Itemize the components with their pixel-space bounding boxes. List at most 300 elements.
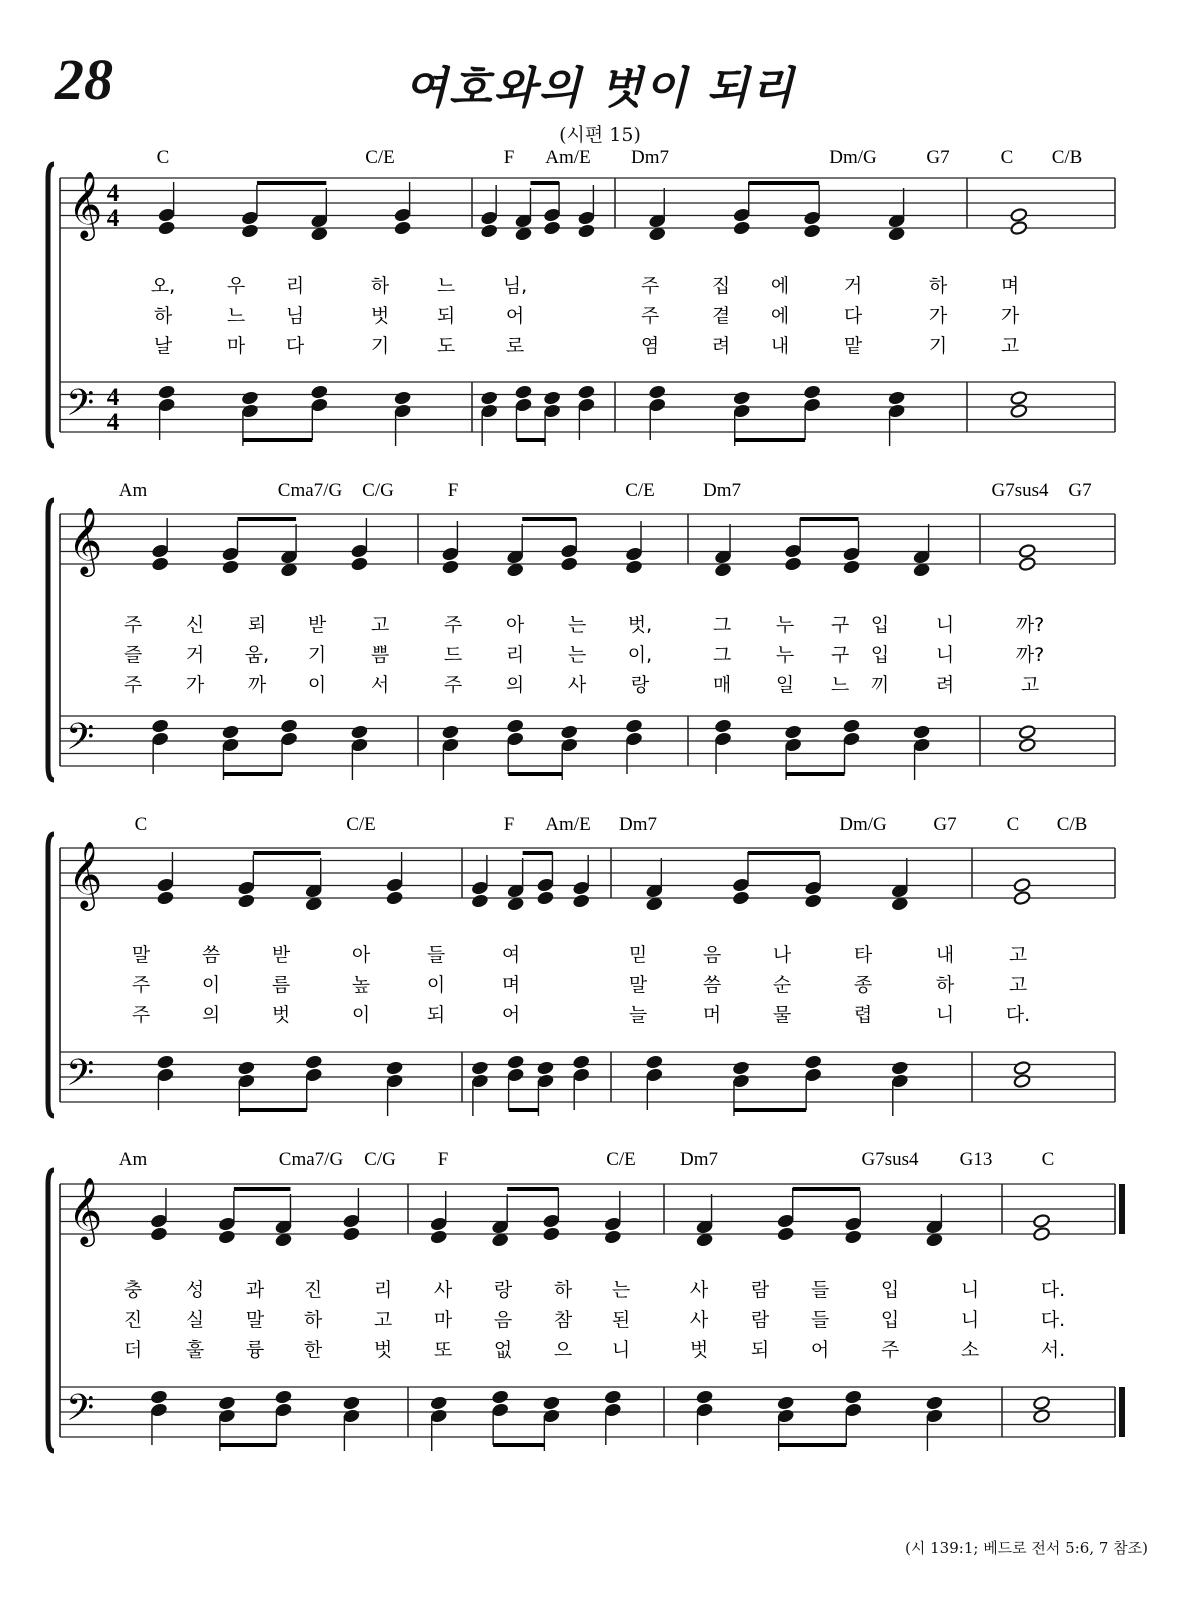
chord-symbol: C/G bbox=[362, 480, 394, 501]
treble-note bbox=[784, 557, 802, 572]
lyric-syllable: 로 bbox=[505, 335, 525, 357]
treble-note bbox=[386, 878, 404, 893]
treble-note bbox=[543, 221, 561, 236]
treble-note bbox=[696, 1233, 714, 1248]
lyric-syllable: 륭 bbox=[245, 1339, 265, 1361]
bass-note bbox=[310, 398, 328, 413]
treble-note bbox=[572, 881, 590, 896]
lyric-syllable: 매 bbox=[712, 674, 732, 696]
treble-note bbox=[430, 1230, 448, 1245]
chord-symbol: C bbox=[156, 147, 170, 168]
lyric-syllable: 느 bbox=[830, 674, 850, 696]
treble-beam bbox=[523, 851, 553, 855]
treble-note bbox=[543, 1227, 561, 1242]
lyric-syllable: 니 bbox=[935, 644, 955, 666]
system-bracket bbox=[48, 1170, 54, 1451]
chord-symbol: F bbox=[437, 1149, 449, 1170]
treble-note bbox=[305, 897, 323, 912]
lyric-syllable: 믿 bbox=[628, 944, 648, 966]
chord-symbol: Am bbox=[118, 1149, 148, 1170]
lyric-syllable: 거 bbox=[843, 275, 863, 297]
lyric-syllable: 사 bbox=[433, 1279, 453, 1301]
chord-symbol: C bbox=[1006, 814, 1020, 835]
treble-note bbox=[280, 563, 298, 578]
bass-note bbox=[507, 1068, 525, 1083]
chord-symbol: Dm7 bbox=[680, 1149, 718, 1170]
lyric-syllable: 며 bbox=[1000, 275, 1020, 297]
chord-symbol: Am/E bbox=[545, 814, 591, 835]
lyric-syllable: 니 bbox=[611, 1339, 631, 1361]
lyric-syllable: 오, bbox=[150, 275, 176, 297]
lyric-syllable: 한 bbox=[303, 1339, 323, 1361]
bass-note bbox=[471, 1061, 489, 1076]
treble-note bbox=[507, 897, 525, 912]
lyric-syllable: 어 bbox=[501, 1004, 521, 1026]
lyric-syllable: 람 bbox=[750, 1279, 770, 1301]
chord-symbol: Am bbox=[118, 480, 148, 501]
lyric-syllable: 사 bbox=[567, 674, 587, 696]
bass-beam bbox=[734, 1108, 806, 1112]
chord-symbol: C/E bbox=[346, 814, 376, 835]
treble-beam bbox=[237, 517, 296, 521]
chord-symbol: Dm/G bbox=[829, 147, 877, 168]
treble-note bbox=[237, 894, 255, 909]
bass-beam bbox=[239, 1108, 306, 1112]
chord-symbol: C bbox=[1041, 1149, 1055, 1170]
bass-note bbox=[843, 719, 861, 734]
treble-note bbox=[578, 211, 596, 226]
bass-note bbox=[1010, 391, 1028, 406]
lyric-syllable: 입 bbox=[880, 1279, 900, 1301]
treble-note bbox=[237, 881, 255, 896]
bass-note bbox=[280, 732, 298, 747]
lyric-syllable: 어 bbox=[505, 305, 525, 327]
lyric-syllable: 렵 bbox=[853, 1004, 873, 1026]
chord-symbol: C/E bbox=[625, 480, 655, 501]
bass-note bbox=[804, 1055, 822, 1070]
chord-symbol: C/B bbox=[1056, 814, 1088, 835]
treble-beam bbox=[530, 181, 559, 185]
lyric-syllable: 없 bbox=[493, 1339, 513, 1361]
lyric-syllable: 이 bbox=[201, 974, 221, 996]
lyric-syllable: 늘 bbox=[628, 1004, 648, 1026]
bass-note bbox=[310, 385, 328, 400]
chord-symbol: C/G bbox=[364, 1149, 396, 1170]
lyric-syllable: 의 bbox=[505, 674, 525, 696]
bass-note bbox=[506, 732, 524, 747]
bass-note bbox=[648, 398, 666, 413]
lyric-syllable: 랑 bbox=[493, 1279, 513, 1301]
treble-note bbox=[1010, 221, 1028, 236]
lyric-syllable: 거 bbox=[185, 644, 205, 666]
treble-note bbox=[1013, 878, 1031, 893]
lyric-syllable: 이 bbox=[351, 1004, 371, 1026]
lyric-syllable: 고 bbox=[1020, 674, 1040, 696]
bass-note bbox=[888, 404, 906, 419]
lyric-syllable: 아 bbox=[505, 614, 525, 636]
chord-symbol: C bbox=[134, 814, 148, 835]
lyric-syllable: 진 bbox=[123, 1309, 143, 1331]
chord-symbol: G7 bbox=[926, 147, 950, 168]
lyric-syllable: 말 bbox=[628, 974, 648, 996]
final-barline bbox=[1119, 1184, 1125, 1234]
treble-note bbox=[572, 894, 590, 909]
bass-note bbox=[351, 738, 369, 753]
lyric-syllable: 실 bbox=[185, 1309, 205, 1331]
lyric-syllable: 입 bbox=[870, 644, 890, 666]
lyric-syllable: 서 bbox=[370, 674, 390, 696]
treble-note bbox=[777, 1214, 795, 1229]
bass-note bbox=[237, 1074, 255, 1089]
lyric-syllable: 곁 bbox=[711, 305, 731, 327]
treble-note bbox=[803, 211, 821, 226]
chord-symbol: Dm7 bbox=[619, 814, 657, 835]
bass-note bbox=[913, 738, 931, 753]
chord-symbol: Am/E bbox=[545, 147, 591, 168]
bass-note bbox=[386, 1074, 404, 1089]
lyric-syllable: 는 bbox=[611, 1279, 631, 1301]
bass-note bbox=[515, 385, 533, 400]
lyric-syllable: 까? bbox=[1015, 644, 1045, 666]
bass-note bbox=[784, 738, 802, 753]
treble-note bbox=[310, 227, 328, 242]
lyric-syllable: 하 bbox=[303, 1309, 323, 1331]
treble-note bbox=[343, 1214, 361, 1229]
treble-note bbox=[480, 224, 498, 239]
bass-note bbox=[351, 725, 369, 740]
lyric-syllable: 받 bbox=[307, 614, 327, 636]
bass-note bbox=[645, 1068, 663, 1083]
lyric-syllable: 참 bbox=[553, 1309, 573, 1331]
bass-note bbox=[157, 1068, 175, 1083]
bass-note bbox=[891, 1061, 909, 1076]
lyric-syllable: 순 bbox=[772, 974, 792, 996]
lyric-syllable: 니 bbox=[960, 1279, 980, 1301]
lyric-syllable: 성 bbox=[185, 1279, 205, 1301]
treble-note bbox=[222, 560, 240, 575]
bass-note bbox=[1013, 1061, 1031, 1076]
treble-note bbox=[804, 894, 822, 909]
bass-note bbox=[572, 1068, 590, 1083]
lyric-syllable: 주 bbox=[443, 614, 463, 636]
treble-note bbox=[157, 878, 175, 893]
lyric-syllable: 이 bbox=[307, 674, 327, 696]
lyric-syllable: 들 bbox=[810, 1309, 830, 1331]
treble-note bbox=[1010, 208, 1028, 223]
lyric-syllable: 주 bbox=[131, 974, 151, 996]
treble-note bbox=[351, 544, 369, 559]
treble-note bbox=[1013, 891, 1031, 906]
treble-time-signature-bottom: 4 bbox=[106, 205, 120, 232]
lyric-syllable: 가 bbox=[928, 305, 948, 327]
bass-note bbox=[386, 1061, 404, 1076]
lyric-syllable: 우 bbox=[226, 275, 246, 297]
bass-beam bbox=[786, 772, 844, 776]
bass-clef-icon: 𝄢 bbox=[66, 716, 95, 767]
lyric-syllable: 벗 bbox=[271, 1004, 291, 1026]
lyric-syllable: 타 bbox=[853, 944, 873, 966]
bass-note bbox=[732, 1074, 750, 1089]
lyric-syllable: 누 bbox=[775, 644, 795, 666]
bass-beam bbox=[220, 1443, 277, 1447]
chord-symbol: C/E bbox=[365, 147, 395, 168]
bass-note bbox=[394, 404, 412, 419]
bass-note bbox=[625, 732, 643, 747]
treble-note bbox=[394, 221, 412, 236]
lyric-syllable: 는 bbox=[567, 644, 587, 666]
bass-clef-icon: 𝄢 bbox=[66, 1052, 95, 1103]
lyric-syllable: 되 bbox=[436, 305, 456, 327]
treble-note bbox=[732, 878, 750, 893]
lyric-syllable: 말 bbox=[245, 1309, 265, 1331]
lyric-syllable: 람 bbox=[750, 1309, 770, 1331]
lyric-syllable: 음 bbox=[702, 944, 722, 966]
bass-time-signature-top: 4 bbox=[106, 384, 120, 411]
treble-note bbox=[471, 881, 489, 896]
lyric-syllable: 이 bbox=[426, 974, 446, 996]
chord-symbol: F bbox=[503, 147, 515, 168]
bass-note bbox=[604, 1403, 622, 1418]
lyric-syllable: 가 bbox=[185, 674, 205, 696]
lyric-syllable: 벗, bbox=[627, 614, 653, 636]
bass-clef-icon: 𝄢 bbox=[66, 382, 95, 433]
treble-note bbox=[560, 557, 578, 572]
bass-note bbox=[305, 1068, 323, 1083]
lyric-syllable: 움, bbox=[244, 644, 270, 666]
treble-note bbox=[394, 208, 412, 223]
bass-note bbox=[733, 391, 751, 406]
treble-note bbox=[150, 1214, 168, 1229]
bass-note bbox=[158, 385, 176, 400]
treble-note bbox=[218, 1217, 236, 1232]
lyric-syllable: 마 bbox=[433, 1309, 453, 1331]
treble-note bbox=[625, 560, 643, 575]
lyric-syllable: 집 bbox=[711, 275, 731, 297]
lyric-syllable: 그 bbox=[712, 644, 732, 666]
bass-note bbox=[222, 738, 240, 753]
treble-note bbox=[1018, 544, 1036, 559]
lyric-syllable: 고 bbox=[373, 1309, 393, 1331]
chord-symbol: C bbox=[1000, 147, 1014, 168]
lyric-syllable: 들 bbox=[810, 1279, 830, 1301]
lyric-syllable: 고 bbox=[1008, 974, 1028, 996]
chord-symbol: C/E bbox=[606, 1149, 636, 1170]
chord-symbol: Cma7/G bbox=[277, 480, 343, 501]
system-1 bbox=[48, 147, 1115, 446]
treble-note bbox=[386, 891, 404, 906]
treble-note bbox=[343, 1227, 361, 1242]
bass-note bbox=[803, 398, 821, 413]
lyric-syllable: 하 bbox=[370, 275, 390, 297]
treble-clef-icon: 𝄞 bbox=[68, 170, 103, 238]
bass-note bbox=[442, 725, 460, 740]
bass-note bbox=[913, 725, 931, 740]
bass-beam bbox=[516, 438, 545, 442]
bass-note bbox=[150, 1403, 168, 1418]
treble-note bbox=[804, 881, 822, 896]
lyric-syllable: 된 bbox=[611, 1309, 631, 1331]
chord-symbol: G13 bbox=[959, 1149, 993, 1170]
lyric-syllable: 다. bbox=[1040, 1309, 1066, 1331]
bass-note bbox=[507, 1055, 525, 1070]
bass-note bbox=[645, 1055, 663, 1070]
treble-time-signature-top: 4 bbox=[106, 180, 120, 207]
bass-note bbox=[560, 725, 578, 740]
bass-beam bbox=[243, 438, 312, 442]
treble-beam bbox=[522, 517, 576, 521]
chord-symbol: F bbox=[503, 814, 515, 835]
bass-note bbox=[1010, 404, 1028, 419]
lyric-syllable: 니 bbox=[935, 614, 955, 636]
treble-clef-icon: 𝄞 bbox=[68, 840, 103, 908]
lyric-syllable: 리 bbox=[373, 1279, 393, 1301]
lyric-syllable: 주 bbox=[123, 674, 143, 696]
bass-beam bbox=[493, 1443, 544, 1447]
treble-note bbox=[645, 897, 663, 912]
bass-note bbox=[804, 1068, 822, 1083]
treble-note bbox=[157, 891, 175, 906]
lyric-syllable: 드 bbox=[443, 644, 463, 666]
treble-note bbox=[430, 1217, 448, 1232]
bass-note bbox=[275, 1403, 293, 1418]
chord-symbol: F bbox=[447, 480, 459, 501]
lyric-syllable: 입 bbox=[870, 614, 890, 636]
treble-note bbox=[926, 1233, 944, 1248]
lyric-syllable: 물 bbox=[772, 1004, 792, 1026]
treble-beam bbox=[793, 1187, 861, 1191]
treble-note bbox=[241, 224, 259, 239]
hymn-number: 28 bbox=[55, 47, 113, 112]
bass-clef-icon: 𝄢 bbox=[66, 1387, 95, 1438]
treble-note bbox=[150, 1227, 168, 1242]
lyric-syllable: 충 bbox=[123, 1279, 143, 1301]
bass-note bbox=[777, 1396, 795, 1411]
lyric-syllable: 신 bbox=[185, 614, 205, 636]
bass-note bbox=[604, 1390, 622, 1405]
treble-note bbox=[471, 894, 489, 909]
chord-symbol: Cma7/G bbox=[278, 1149, 344, 1170]
treble-note bbox=[543, 1214, 561, 1229]
bass-note bbox=[648, 385, 666, 400]
bass-note bbox=[543, 1409, 561, 1424]
treble-note bbox=[733, 208, 751, 223]
bass-note bbox=[218, 1396, 236, 1411]
bass-note bbox=[280, 719, 298, 734]
treble-note bbox=[648, 227, 666, 242]
lyric-syllable: 받 bbox=[271, 944, 291, 966]
bass-note bbox=[241, 404, 259, 419]
treble-beam bbox=[749, 181, 819, 185]
bass-note bbox=[784, 725, 802, 740]
lyric-syllable: 가 bbox=[1000, 305, 1020, 327]
treble-note bbox=[777, 1227, 795, 1242]
treble-note bbox=[222, 547, 240, 562]
lyric-syllable: 랑 bbox=[630, 674, 650, 696]
treble-note bbox=[714, 563, 732, 578]
bass-note bbox=[471, 1074, 489, 1089]
treble-note bbox=[913, 563, 931, 578]
bass-time-signature-bottom: 4 bbox=[106, 409, 120, 436]
lyric-syllable: 염 bbox=[640, 335, 660, 357]
bass-note bbox=[926, 1409, 944, 1424]
bass-note bbox=[1013, 1074, 1031, 1089]
bass-note bbox=[560, 738, 578, 753]
treble-beam bbox=[748, 851, 820, 855]
lyric-syllable: 는 bbox=[567, 614, 587, 636]
treble-note bbox=[442, 547, 460, 562]
chord-symbol: G7 bbox=[1068, 480, 1092, 501]
system-bracket bbox=[48, 164, 54, 446]
treble-note bbox=[732, 891, 750, 906]
lyric-syllable: 느 bbox=[436, 275, 456, 297]
lyric-syllable: 에 bbox=[770, 305, 790, 327]
bass-note bbox=[926, 1396, 944, 1411]
bass-note bbox=[222, 725, 240, 740]
lyric-syllable: 니 bbox=[935, 1004, 955, 1026]
treble-note bbox=[537, 878, 555, 893]
bass-beam bbox=[223, 772, 282, 776]
bass-note bbox=[777, 1409, 795, 1424]
lyric-syllable: 기 bbox=[370, 335, 390, 357]
bass-note bbox=[844, 1403, 862, 1418]
treble-note bbox=[625, 547, 643, 562]
hymn-title: 여호와의 벗이 되리 bbox=[404, 63, 796, 114]
lyric-syllable: 씀 bbox=[201, 944, 221, 966]
lyric-syllable: 되 bbox=[750, 1339, 770, 1361]
treble-note bbox=[844, 1217, 862, 1232]
lyric-syllable: 아 bbox=[351, 944, 371, 966]
treble-note bbox=[537, 891, 555, 906]
chord-symbol: Dm7 bbox=[703, 480, 741, 501]
treble-note bbox=[480, 211, 498, 226]
lyric-syllable: 님, bbox=[502, 275, 528, 297]
bass-note bbox=[888, 391, 906, 406]
bass-note bbox=[305, 1055, 323, 1070]
lyric-syllable: 리 bbox=[505, 644, 525, 666]
hymn-subtitle: (시편 15) bbox=[559, 124, 641, 146]
bass-beam bbox=[735, 438, 805, 442]
treble-note bbox=[515, 227, 533, 242]
lyric-syllable: 여 bbox=[501, 944, 521, 966]
lyric-syllable: 입 bbox=[880, 1309, 900, 1331]
lyric-syllable: 서. bbox=[1040, 1339, 1066, 1361]
lyric-syllable: 사 bbox=[689, 1309, 709, 1331]
chord-symbol: Dm/G bbox=[839, 814, 887, 835]
lyric-syllable: 까 bbox=[247, 674, 267, 696]
treble-note bbox=[158, 208, 176, 223]
treble-beam bbox=[253, 851, 320, 855]
bass-beam bbox=[779, 1443, 847, 1447]
lyric-syllable: 높 bbox=[351, 974, 371, 996]
bass-note bbox=[157, 1055, 175, 1070]
bass-note bbox=[506, 719, 524, 734]
chord-symbol: G7 bbox=[933, 814, 957, 835]
bass-note bbox=[543, 404, 561, 419]
lyric-syllable: 이, bbox=[627, 644, 653, 666]
lyric-syllable: 일 bbox=[775, 674, 795, 696]
treble-note bbox=[351, 557, 369, 572]
treble-beam bbox=[257, 181, 326, 185]
treble-note bbox=[891, 897, 909, 912]
treble-note bbox=[733, 221, 751, 236]
lyric-syllable: 느 bbox=[226, 305, 246, 327]
treble-note bbox=[888, 227, 906, 242]
lyric-syllable: 니 bbox=[960, 1309, 980, 1331]
treble-beam bbox=[507, 1187, 558, 1191]
lyric-syllable: 구 bbox=[830, 614, 850, 636]
treble-note bbox=[275, 1233, 293, 1248]
lyric-syllable: 벗 bbox=[689, 1339, 709, 1361]
